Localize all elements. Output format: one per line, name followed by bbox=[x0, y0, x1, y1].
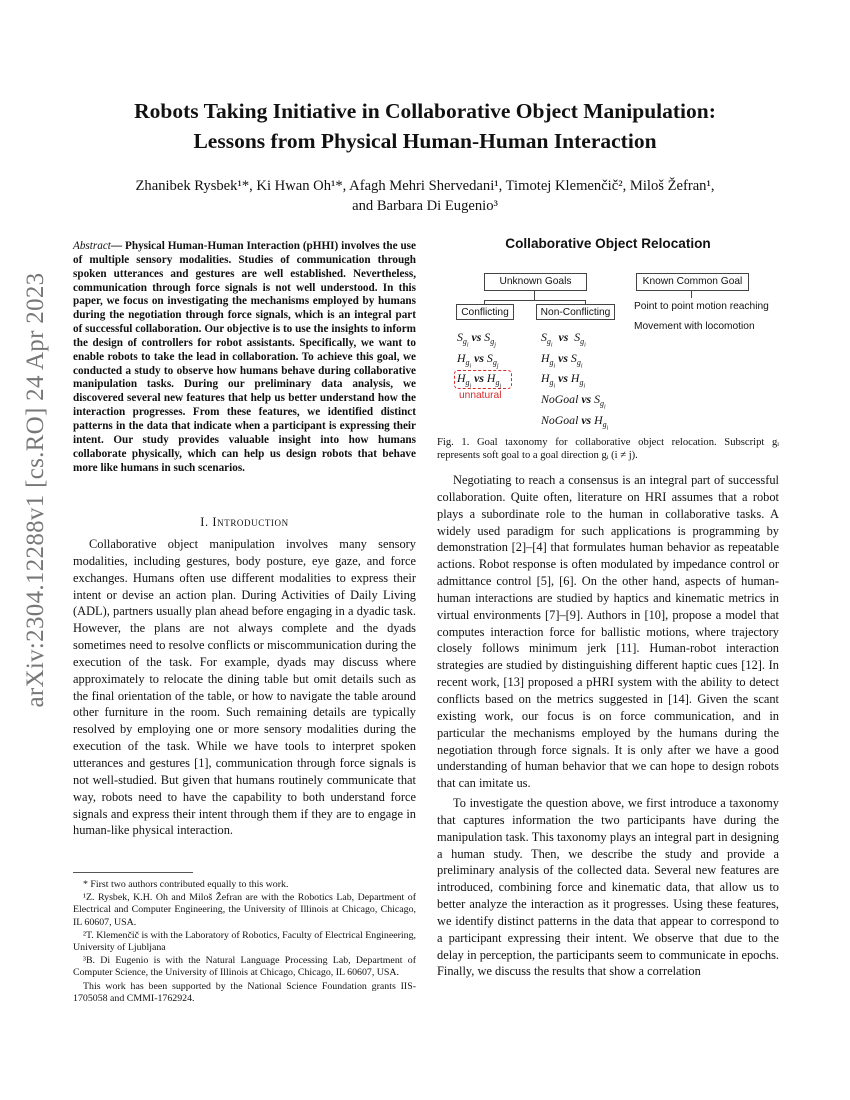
conflicting-pair: $S_{g_i}$ vs $S_{g_j}$ bbox=[457, 330, 496, 349]
footnote: ³B. Di Eugenio is with the Natural Language Processing Lab, Department of Computer Science, the University of Illinois at Chicago, Chicago, IL 60607, USA. bbox=[73, 955, 416, 979]
footnote: ²T. Klemenčič is with the Laboratory of Robotics, Faculty of Electrical Engineering, University of Ljubljana bbox=[73, 929, 416, 954]
footnotes bbox=[73, 879, 416, 1006]
abstract-lead: Abstract bbox=[73, 240, 111, 252]
non-conflicting-pair: $H_{g_i}$ vs $H_{g_i}$ bbox=[541, 371, 586, 390]
figure-caption: Fig. 1. Goal taxonomy for collaborative object relocation. Subscript gᵢ represents soft goal to a goal direction gᵢ (i ≠ j). bbox=[437, 437, 779, 461]
body-paragraph: To investigate the question above, we first introduce a taxonomy that captures information the two participants have during the manipulation task. This taxonomy plays an integral part in designing a human study. Then, we describe the study and provide a preliminary analysis of the collected data. Several new features are introduced, combining force and kinematic data, that allow us to better analyze the interaction as it progresses. Using these features, we identify distinct patterns in the data that appear to correspond to a participant expressing their intent. We observe that due to the delay in perception, the participants seem to communicate in epochs. Finally, we discuss the results that show a correlation bbox=[437, 796, 779, 979]
non-conflicting-pair: $S_{g_i}$ vs $S_{g_i}$ bbox=[541, 330, 586, 349]
goal-taxonomy-figure bbox=[437, 232, 779, 432]
unknown-goals-box: Unknown Goals bbox=[484, 273, 587, 291]
footnote-rule bbox=[73, 872, 193, 873]
section-title: Introduction bbox=[212, 515, 289, 529]
abstract-text: — Physical Human-Human Interaction (pHHI) involves the use of multiple sensory modalities. Studies of communication through spoken utterances and gestures are well established. Nevertheless, communication through force signals is not well understood. In this paper, we focus on investigating the mechanisms employed by humans during the negotiation through force signals, which is an integral part of successful collaboration. Our objective is to use the insights to inform the design of controllers for robot assistants. Specifically, we want to enable robots to take the lead in collaboration. To achieve this goal, we conducted a study to observe how humans behave during collaborative manipulation tasks. During our preliminary data analysis, we discovered several new features that help us better understand how the interaction progresses. From these features, we identified distinct patterns in the data that indicate when a participant is expressing their intent. Our study provides valuable insight into how humans collaborate physically, which can help us design robots that behave more like humans in such scenarios. bbox=[73, 240, 416, 474]
paper-title bbox=[90, 96, 760, 156]
intro-paragraph: Collaborative object manipulation involves many sensory modalities, including gestures, body posture, eye gaze, and force exchanges. Humans often use different modalities to express their intent or devise an action plan. During Activities of Daily Living (ADL), partners usually plan ahead before engaging in a dyadic task. However, the plans are not always complete and the dyads sometimes need to resolve conflicts or miscommunication during the execution of the task. For example, dyads may discuss where approximately to relocate the dining table but omit details such as the final orientation of the table, or how to navigate the table around other furniture in the room. Such remaining details are typically resolved by employing one or more sensory modalities during the execution of the task. While we have tools to interpret spoken utterances and gestures [1], communication through force signals is not well-studied. But given that humans routinely communicate that way, robots need to have the capability to both understand force signals and express their intent through them if they are to engage in human-like physical interaction. bbox=[73, 537, 416, 838]
tree-connector bbox=[484, 300, 586, 301]
conflicting-pair: $H_{g_i}$ vs $H_{g_j}$ bbox=[457, 371, 502, 390]
non-conflicting-pair: NoGoal vs $S_{g_i}$ bbox=[541, 392, 606, 411]
known-common-goal-box: Known Common Goal bbox=[636, 273, 749, 291]
author-list bbox=[90, 176, 760, 216]
body-paragraph: Negotiating to reach a consensus is an integral part of successful collaboration. Quite often, literature on HRI assumes that a robot plays a subordinate role to the human in collaborative tasks. A widely used paradigm for such applications is programming by demonstration [2]–[4] that formulates human behavior as repeatable actions. Robot response is often modulated by impedance control or admittance control [5], [6]. On the other hand, aspects of human-human interactions are studied by haptics and kinematic metrics in virtual environments [7]–[9]. Authors in [10], propose a model that computes interaction force for ballistic motions, where trajectory closely follows minimum jerk [11]. Human-robot interaction strategies are studied by distinguishing different haptic cues [12]. In recent work, [13] proposed a pHRI system with the ability to detect conflicts based on the metrics suggested in [14]. Given the scant existing work, our focus is on force communication, and in particular the mechanisms employed by the humans during the negotiation through force signals. It is only after we have a good understanding of human behavior that we can hope to design robots that can imitate us. bbox=[437, 473, 779, 791]
unnatural-label: unnatural bbox=[459, 390, 502, 401]
tree-connector bbox=[534, 290, 535, 300]
footnote: ¹Z. Rysbek, K.H. Oh and Miloš Žefran are with the Robotics Lab, Department of Electrical and Computer Engineering, the University of Illinois at Chicago, Chicago, IL 60607, USA. bbox=[73, 892, 416, 928]
known-goal-item: Movement with locomotion bbox=[634, 321, 755, 332]
section-heading bbox=[73, 515, 416, 530]
non-conflicting-pair: NoGoal vs $H_{g_i}$ bbox=[541, 413, 609, 432]
authors-line: and Barbara Di Eugenio³ bbox=[352, 198, 498, 214]
title-line: Robots Taking Initiative in Collaborative Object Manipulation: bbox=[134, 99, 716, 123]
arxiv-stamp: arXiv:2304.12288v1 [cs.RO] 24 Apr 2023 bbox=[22, 272, 49, 708]
authors-line: Zhanibek Rysbek¹*, Ki Hwan Oh¹*, Afagh Mehri Shervedani¹, Timotej Klemenčič², Miloš Žefran¹, bbox=[135, 178, 715, 194]
figure-title: Collaborative Object Relocation bbox=[505, 236, 711, 251]
abstract bbox=[73, 240, 416, 475]
title-line: Lessons from Physical Human-Human Interaction bbox=[193, 129, 657, 153]
right-column-body bbox=[437, 472, 779, 980]
footnote: * First two authors contributed equally to this work. bbox=[83, 879, 289, 890]
conflicting-pair: $H_{g_i}$ vs $S_{g_j}$ bbox=[457, 351, 499, 370]
conflicting-box: Conflicting bbox=[456, 304, 514, 320]
intro-body bbox=[73, 536, 416, 839]
non-conflicting-pair: $H_{g_i}$ vs $S_{g_i}$ bbox=[541, 351, 583, 370]
non-conflicting-box: Non-Conflicting bbox=[536, 304, 615, 320]
known-goal-item: Point to point motion reaching bbox=[634, 301, 769, 312]
footnote: This work has been supported by the National Science Foundation grants IIS-1705058 and CMMI-1762924. bbox=[73, 980, 416, 1004]
section-number: I. bbox=[200, 515, 209, 529]
tree-connector bbox=[691, 290, 692, 298]
